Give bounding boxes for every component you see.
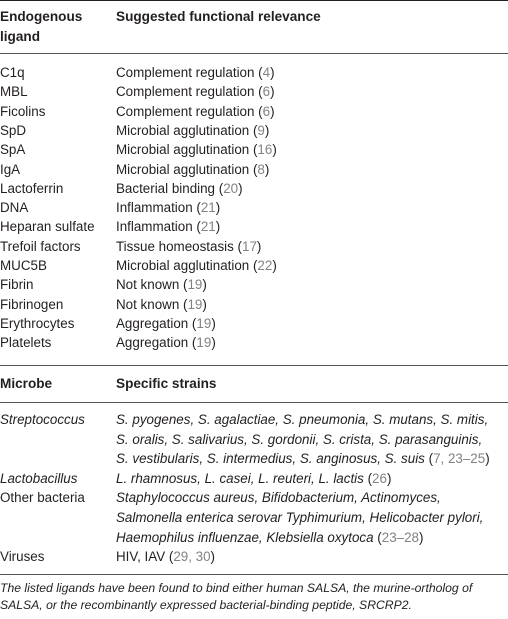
reference-number: 9 — [257, 122, 265, 138]
header-line-1: Endogenous — [0, 9, 83, 24]
ligand-row — [0, 102, 508, 121]
relevance-text: Not known ( — [116, 296, 188, 312]
ligand-name: Trefoil factors — [0, 238, 81, 254]
ligand-row — [0, 121, 508, 140]
ligand-row — [0, 314, 508, 333]
relevance-text: Aggregation ( — [116, 335, 197, 351]
strain-line: Haemophilus influenzae, Klebsiella oxytoca (23–28) — [116, 529, 424, 545]
strain-line: Salmonella enterica serovar Typhimurium, Helicobacter pylori, — [116, 509, 484, 525]
functional-relevance: Microbial agglutination (22) — [116, 258, 277, 273]
ligand-row — [0, 295, 508, 314]
reference-number: 16 — [257, 142, 273, 158]
strain-line: Staphylococcus aureus, Bifidobacterium, Actinomyces, — [116, 490, 441, 506]
reference-number: 17 — [242, 238, 257, 254]
ligand-name: Platelets — [0, 335, 52, 351]
relevance-text: Microbial agglutination ( — [116, 142, 258, 158]
reference-number: 19 — [196, 335, 212, 351]
reference-number: 19 — [187, 296, 203, 312]
functional-relevance: Microbial agglutination (9) — [116, 122, 270, 138]
ligand-row — [0, 275, 508, 294]
relevance-text: Microbial agglutination ( — [116, 122, 258, 138]
relevance-text: Tissue homeostasis ( — [116, 238, 243, 254]
ligand-name: MUC5B — [0, 258, 47, 273]
reference-number: 21 — [200, 219, 216, 235]
functional-relevance: Bacterial binding (20) — [116, 180, 243, 196]
ligand-name: IgA — [0, 161, 21, 177]
footnote: The listed ligands have been found to bind either human SALSA, the murine-ortholog of SALSA, or the recombinantly expressed bacterial-binding peptide, SRCRP2. — [0, 581, 473, 612]
relevance-text: Not known ( — [116, 277, 188, 293]
relevance-text: Microbial agglutination ( — [116, 161, 258, 177]
strain-line: HIV, IAV (29, 30) — [116, 549, 216, 565]
microbe-row — [0, 469, 508, 489]
microbe-row — [0, 410, 508, 469]
relevance-text: Complement regulation ( — [116, 103, 263, 119]
ligand-row — [0, 82, 508, 101]
ligand-row — [0, 256, 508, 275]
ligand-row — [0, 160, 508, 179]
relevance-text: Complement regulation ( — [116, 84, 263, 100]
section-rule — [0, 365, 508, 366]
reference-number: 26 — [372, 470, 387, 486]
ligand-name: Erythrocytes — [0, 315, 75, 331]
functional-relevance: Not known (19) — [116, 277, 207, 293]
functional-relevance: Microbial agglutination (16) — [116, 142, 277, 158]
reference-number: 29, 30 — [173, 549, 211, 565]
relevance-text: Inflammation ( — [116, 219, 201, 235]
header-specific-strains: Specific strains — [116, 376, 217, 391]
header-endogenous-ligand — [0, 7, 82, 47]
reference-number: 4 — [262, 65, 271, 80]
functional-relevance: Complement regulation (4) — [116, 65, 275, 80]
ligand-row — [0, 198, 508, 217]
reference-number: 23–28 — [381, 529, 419, 545]
header-microbe: Microbe — [0, 376, 53, 391]
ligand-row — [0, 63, 508, 82]
reference-number: 22 — [257, 258, 273, 273]
ligand-row — [0, 217, 508, 236]
reference-number: 6 — [262, 103, 271, 119]
header-rule-2 — [0, 402, 508, 403]
reference-number: 21 — [200, 200, 216, 216]
relevance-text: Aggregation ( — [116, 315, 197, 331]
functional-relevance: Inflammation (21) — [116, 200, 221, 216]
ligand-name: SpA — [0, 142, 26, 158]
ligand-name: Heparan sulfate — [0, 219, 95, 235]
bottom-rule — [0, 574, 508, 575]
ligand-name: Ficolins — [0, 103, 46, 119]
functional-relevance: Inflammation (21) — [116, 219, 221, 235]
ligand-row — [0, 237, 508, 256]
ligand-name: DNA — [0, 200, 29, 216]
relevance-text: Bacterial binding ( — [116, 180, 224, 196]
functional-relevance: Tissue homeostasis (17) — [116, 238, 262, 254]
strain-line: S. vestibularis, S. intermedius, S. anginosus, S. suis (7, 23–25) — [116, 451, 490, 467]
functional-relevance: Complement regulation (6) — [116, 103, 275, 119]
ligand-name: MBL — [0, 84, 28, 100]
ligand-name: Fibrinogen — [0, 296, 64, 312]
reference-number: 8 — [257, 161, 265, 177]
ligand-name: Fibrin — [0, 277, 34, 293]
relevance-text: Microbial agglutination ( — [116, 258, 258, 273]
reference-number: 19 — [196, 315, 212, 331]
header-suggested-relevance: Suggested functional relevance — [116, 9, 321, 24]
ligand-row — [0, 179, 508, 198]
ligand-name: SpD — [0, 122, 27, 138]
ligand-row — [0, 333, 508, 352]
relevance-text: Complement regulation ( — [116, 65, 263, 80]
strain-line: L. rhamnosus, L. casei, L. reuteri, L. lactis (26) — [116, 470, 392, 486]
strain-line: S. oralis, S. salivarius, S. gordonii, S. crista, S. parasanguinis, — [116, 431, 483, 447]
functional-relevance: Aggregation (19) — [116, 335, 216, 351]
microbe-name: Other bacteria — [0, 490, 85, 506]
functional-relevance: Not known (19) — [116, 296, 207, 312]
reference-number: 20 — [223, 180, 239, 196]
microbe-name: Viruses — [0, 549, 45, 565]
ligand-name: Lactoferrin — [0, 180, 64, 196]
microbe-name: Streptococcus — [0, 412, 85, 427]
microbe-name: Lactobacillus — [0, 470, 78, 486]
reference-number: 6 — [262, 84, 271, 100]
reference-number: 7, 23–25 — [433, 451, 486, 467]
reference-number: 19 — [187, 277, 203, 293]
ligand-name: C1q — [0, 65, 25, 80]
strain-line: S. pyogenes, S. agalactiae, S. pneumonia, S. mutans, S. mitis, — [116, 412, 489, 427]
ligand-row — [0, 140, 508, 159]
top-rule — [0, 0, 508, 1]
header-rule-1 — [0, 53, 508, 54]
header-line-2: ligand — [0, 29, 41, 44]
microbe-row — [0, 488, 508, 547]
functional-relevance: Complement regulation (6) — [116, 84, 275, 100]
functional-relevance: Microbial agglutination (8) — [116, 161, 270, 177]
functional-relevance: Aggregation (19) — [116, 315, 216, 331]
microbe-row — [0, 547, 508, 567]
relevance-text: Inflammation ( — [116, 200, 201, 216]
